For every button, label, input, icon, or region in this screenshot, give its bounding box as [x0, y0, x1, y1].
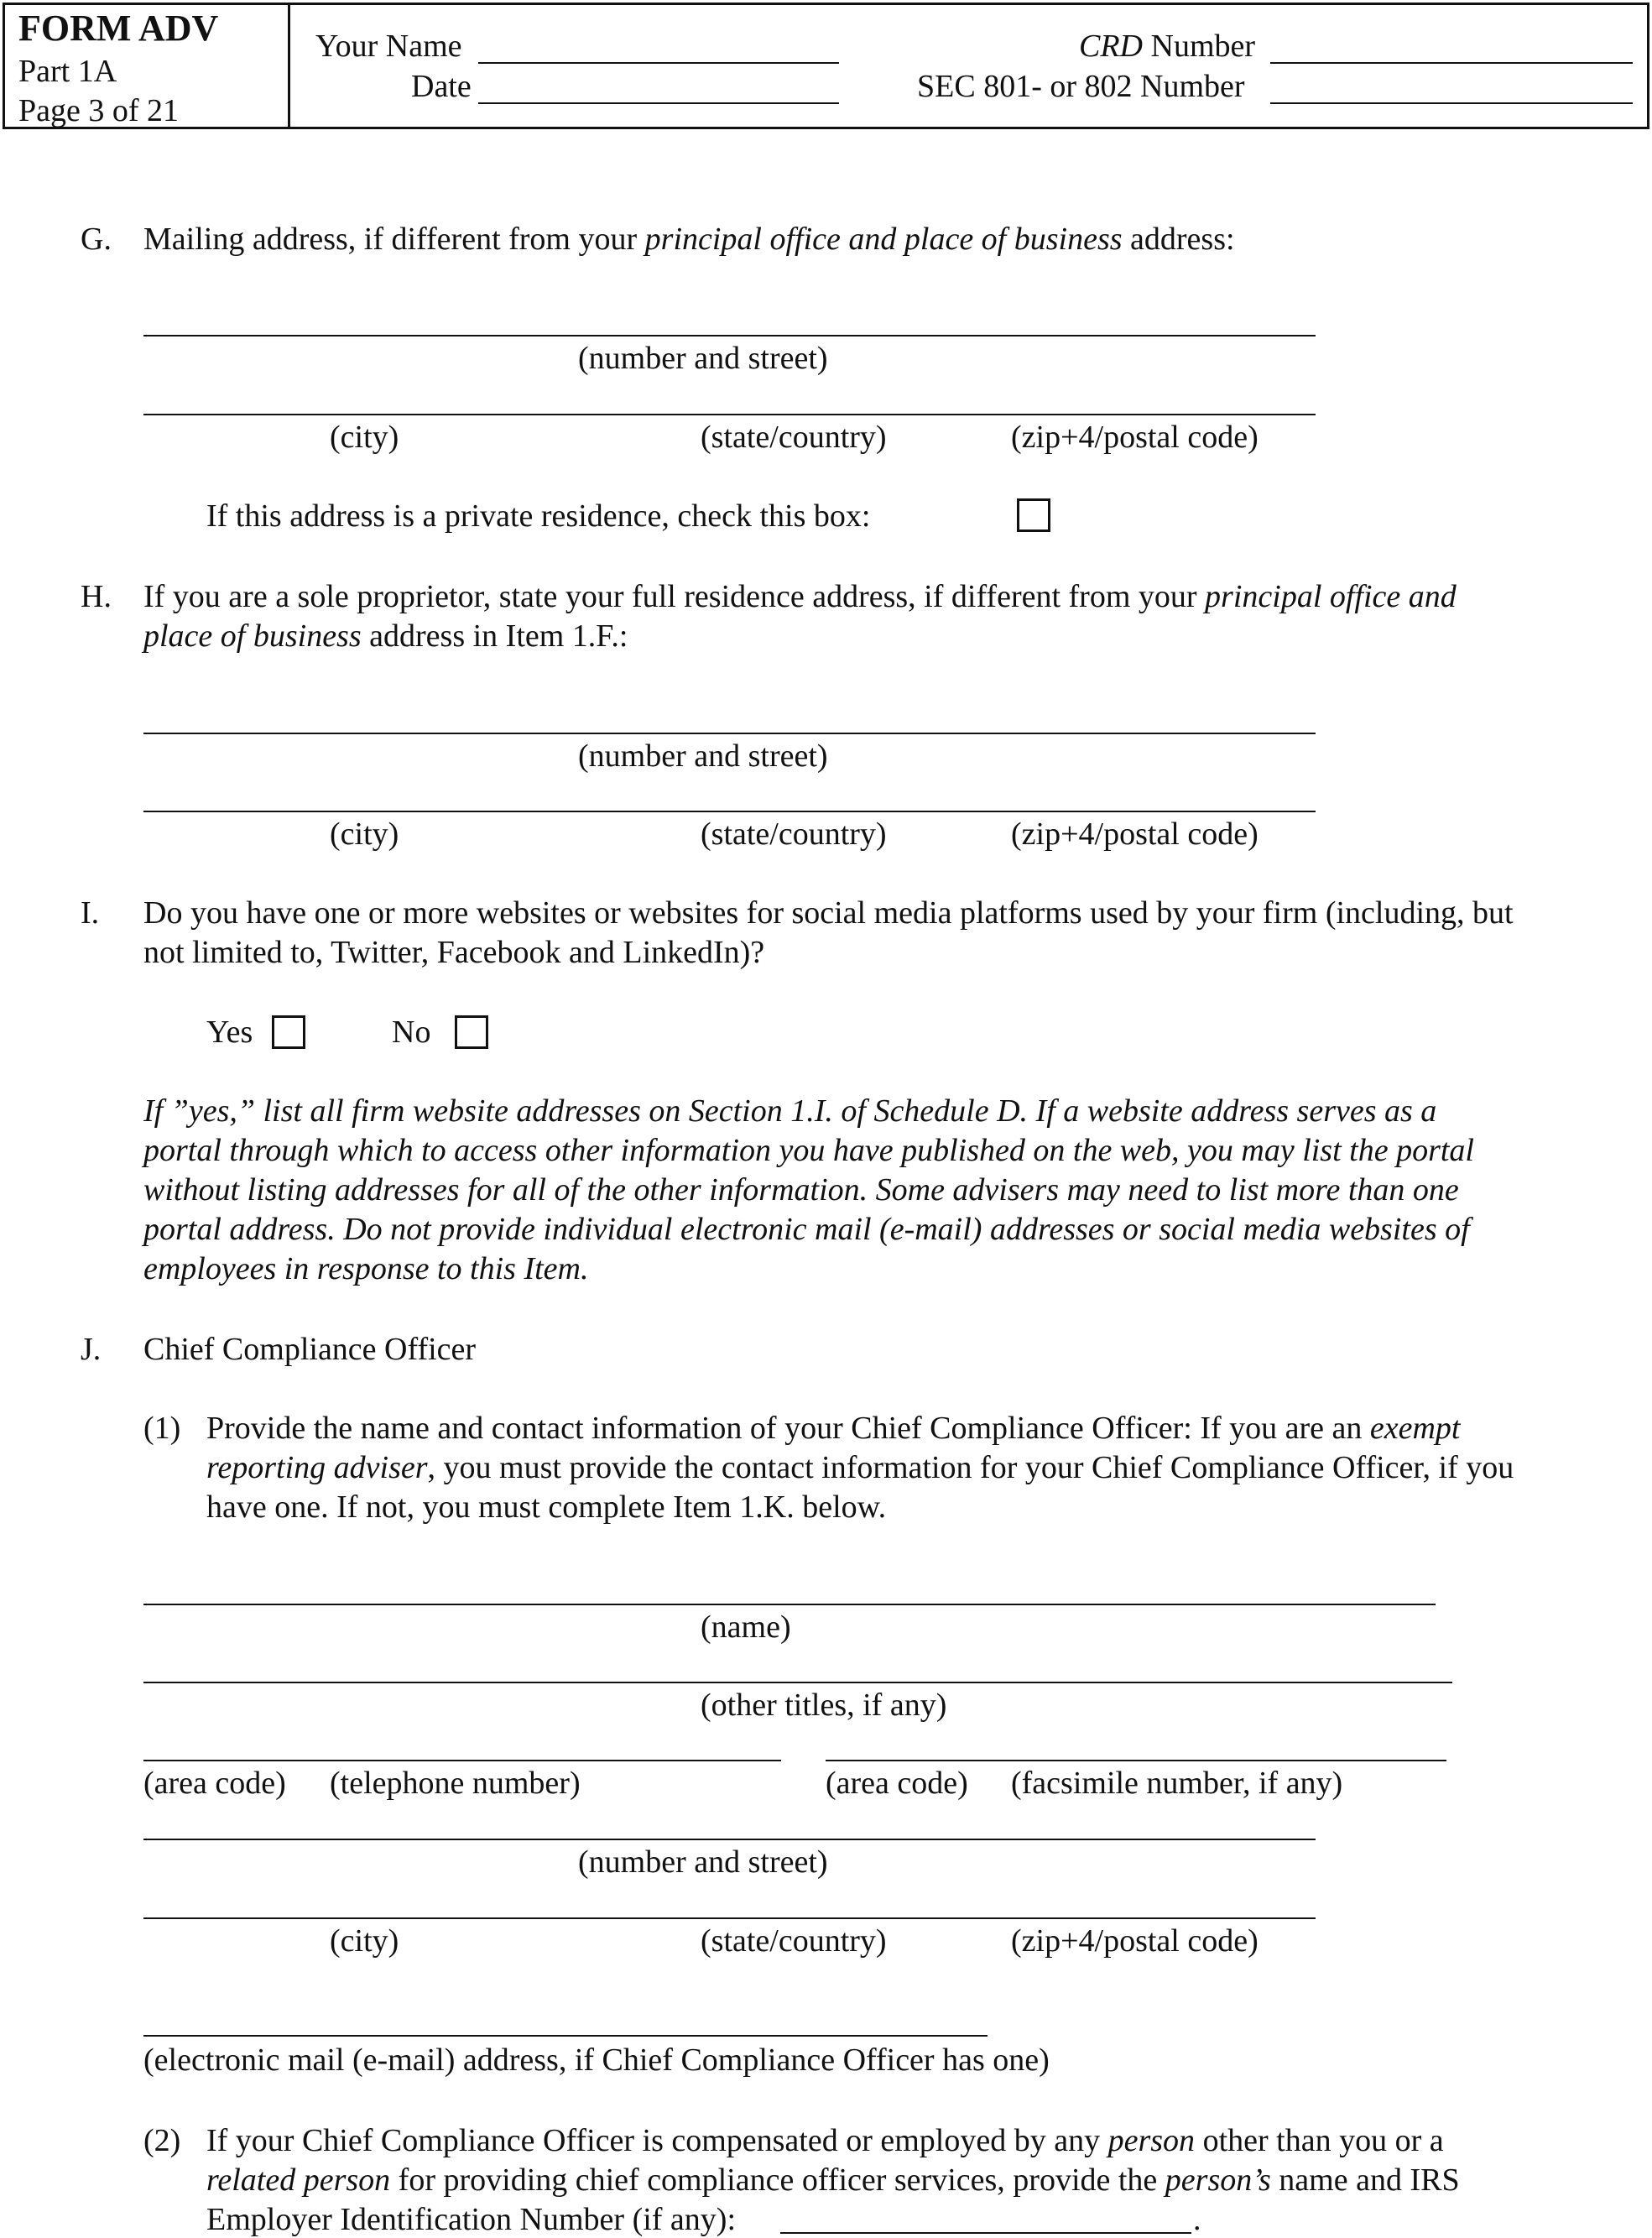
item-g-letter: G. [81, 222, 112, 257]
item-h-question-line1: If you are a sole proprietor, state your full residence address, if different from your principal office and [143, 579, 1457, 614]
item-j1-line3: have one. If not, you must complete Item 1.K. below. [206, 1489, 887, 1525]
item-j2-period: . [1193, 2202, 1201, 2237]
telephone-label: (telephone number) [330, 1766, 581, 1801]
form-title: FORM ADV [18, 8, 219, 49]
item-g-question: Mailing address, if different from your principal office and place of business address: [143, 222, 1235, 257]
crd-number-field[interactable] [1270, 62, 1633, 64]
area-code-label: (area code) [826, 1766, 968, 1801]
header-divider [288, 3, 290, 129]
your-name-field[interactable] [478, 62, 839, 64]
cco-street-field[interactable] [143, 1839, 1316, 1840]
city-label: (city) [330, 420, 399, 455]
zip-label: (zip+4/postal code) [1011, 1923, 1259, 1959]
cco-employer-ein-field[interactable] [780, 2232, 1191, 2234]
item-j2-number: (2) [143, 2123, 181, 2158]
item-i-instruction-line1: If ”yes,” list all firm website addresses on Section 1.I. of Schedule D. If a website address serves as a [143, 1093, 1437, 1129]
number-street-label: (number and street) [578, 341, 828, 376]
yes-label: Yes [206, 1015, 253, 1050]
item-j1-line1: Provide the name and contact information of your Chief Compliance Officer: If you are an exempt [206, 1411, 1461, 1446]
item-i-instruction-line4: portal address. Do not provide individual electronic mail (e-mail) addresses or social media websites of [143, 1212, 1470, 1247]
date-field[interactable] [478, 102, 839, 104]
number-street-label: (number and street) [578, 1844, 828, 1880]
zip-label: (zip+4/postal code) [1011, 420, 1259, 455]
no-label: No [392, 1015, 431, 1050]
sec-number-label: SEC 801- or 802 Number [917, 69, 1245, 104]
item-i-letter: I. [81, 895, 100, 931]
number-street-label: (number and street) [578, 738, 828, 774]
area-code-label: (area code) [143, 1766, 286, 1801]
item-i-instruction-line2: portal through which to access other information you have published on the web, you may list the portal [143, 1133, 1474, 1168]
item-h-street-field[interactable] [143, 733, 1316, 734]
item-j-letter: J. [81, 1332, 102, 1367]
item-j2-line3: Employer Identification Number (if any): [206, 2202, 737, 2237]
state-country-label: (state/country) [701, 420, 887, 455]
item-h-letter: H. [81, 579, 112, 614]
item-j2-line2: related person for providing chief compliance officer services, provide the person’s name and IRS [206, 2162, 1460, 2198]
cco-other-titles-label: (other titles, if any) [701, 1688, 947, 1723]
page-number: Page 3 of 21 [18, 93, 180, 128]
city-label: (city) [330, 816, 399, 852]
private-residence-label: If this address is a private residence, check this box: [206, 498, 871, 534]
item-h-question-line2: place of business address in Item 1.F.: [143, 618, 628, 654]
yes-checkbox[interactable] [272, 1015, 305, 1049]
item-i-question-line1: Do you have one or more websites or websites for social media platforms used by your firm (including, but [143, 895, 1514, 931]
cco-name-label: (name) [701, 1609, 791, 1645]
state-country-label: (state/country) [701, 1923, 887, 1959]
state-country-label: (state/country) [701, 816, 887, 852]
item-i-instruction-line5: employees in response to this Item. [143, 1251, 589, 1286]
form-part: Part 1A [18, 54, 117, 89]
item-j1-line2: reporting adviser, you must provide the contact information for your Chief Compliance Officer, if you [206, 1450, 1514, 1485]
item-g-street-field[interactable] [143, 335, 1316, 336]
cco-city-state-zip-field[interactable] [143, 1917, 1316, 1919]
private-residence-checkbox[interactable] [1017, 498, 1050, 532]
item-j-title: Chief Compliance Officer [143, 1332, 477, 1367]
your-name-label: Your Name [315, 29, 462, 64]
cco-telephone-field[interactable] [143, 1760, 781, 1761]
date-label: Date [411, 69, 472, 104]
cco-email-label: (electronic mail (e-mail) address, if Chief Compliance Officer has one) [143, 2042, 1050, 2078]
item-j2-line1: If your Chief Compliance Officer is compensated or employed by any person other than you or a [206, 2123, 1444, 2158]
cco-other-titles-field[interactable] [143, 1682, 1452, 1683]
crd-number-label: CRD Number [1079, 29, 1256, 64]
item-i-instruction-line3: without listing addresses for all of the other information. Some advisers may need to list more than one [143, 1172, 1459, 1208]
form-header [3, 3, 1649, 129]
fax-label: (facsimile number, if any) [1011, 1766, 1343, 1801]
cco-name-field[interactable] [143, 1604, 1436, 1605]
city-label: (city) [330, 1923, 399, 1959]
item-g-city-state-zip-field[interactable] [143, 414, 1316, 415]
no-checkbox[interactable] [455, 1015, 488, 1049]
item-i-question-line2: not limited to, Twitter, Facebook and LinkedIn)? [143, 935, 765, 970]
item-j1-number: (1) [143, 1411, 181, 1446]
cco-email-field[interactable] [143, 2035, 988, 2037]
item-h-city-state-zip-field[interactable] [143, 811, 1316, 812]
cco-fax-field[interactable] [826, 1760, 1446, 1761]
zip-label: (zip+4/postal code) [1011, 816, 1259, 852]
sec-number-field[interactable] [1270, 102, 1633, 104]
